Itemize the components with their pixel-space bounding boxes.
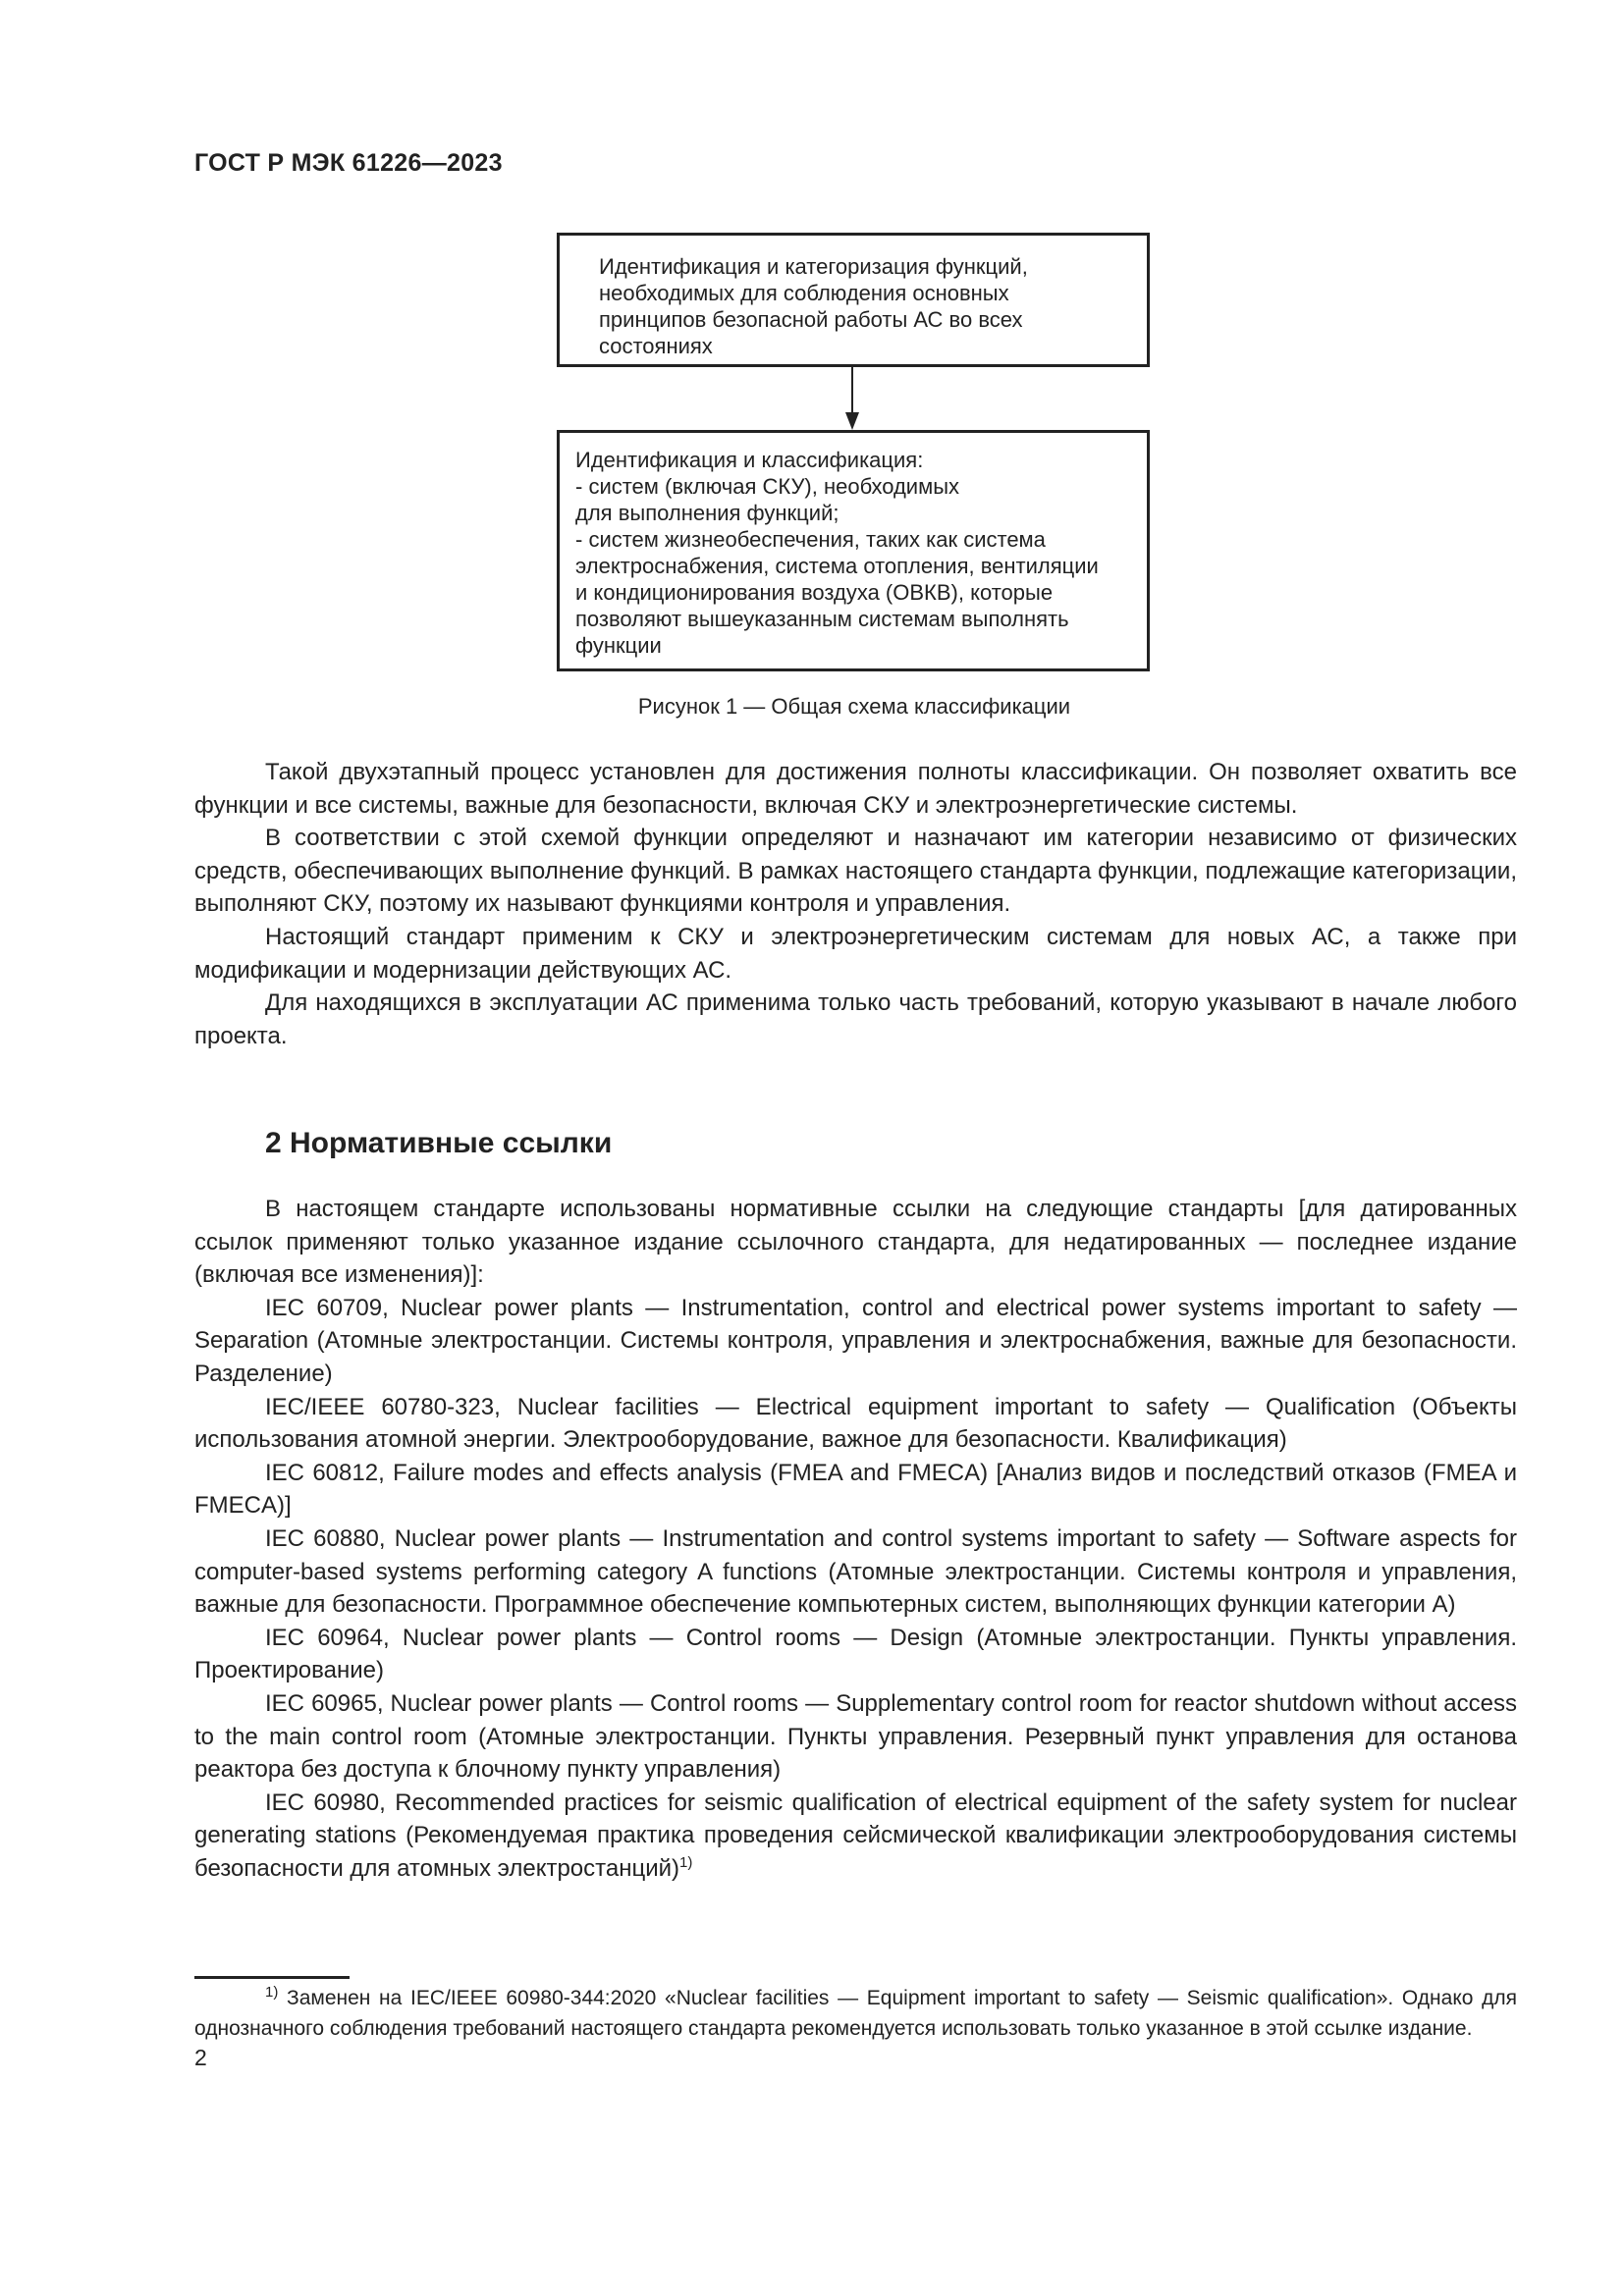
footnote	[194, 1983, 1517, 2044]
box-line: - систем (включая СКУ), необходимых	[575, 474, 960, 499]
reference-item: IEC 60812, Failure modes and effects analysis (FMEA and FMECA) [Анализ видов и последствий отказов (FMEA и FMECA)]	[194, 1459, 1517, 1520]
paragraph: Настоящий стандарт применим к СКУ и электроэнергетическим системам для новых АС, а также при модификации и модернизации действующих АС.	[194, 923, 1517, 984]
reference-item: IEC 60965, Nuclear power plants — Control rooms — Supplementary control room for reactor shutdown without access to the main control room (Атомные электростанции. Пункты управления. Резервный пункт управления для останова реактора без доступа к блочному пункту управления)	[194, 1689, 1517, 1784]
footnote-divider	[194, 1976, 350, 1979]
figure-caption: Рисунок 1 — Общая схема классификации	[637, 694, 1071, 719]
box-line: для выполнения функций;	[575, 501, 839, 525]
box-line: принципов безопасной работы АС во всех	[599, 307, 1023, 332]
page-number: 2	[194, 2045, 207, 2070]
box-line: необходимых для соблюдения основных	[599, 281, 1009, 305]
reference-item: IEC 60964, Nuclear power plants — Control rooms — Design (Атомные электростанции. Пункты управления. Проектирование)	[194, 1624, 1517, 1684]
section2-text	[194, 1193, 1517, 1885]
box-line: - систем жизнеобеспечения, таких как система	[575, 527, 1046, 552]
box-line: и кондиционирования воздуха (ОВКВ), которые	[575, 580, 1054, 605]
box-line: состояниях	[599, 334, 713, 358]
box-line: Идентификация и классификация:	[575, 448, 924, 472]
reference-item: IEC 60880, Nuclear power plants — Instrumentation and control systems important to safety — Software aspects for computer-based systems performing category A functions (Атомные электростанции. Системы контроля и управления, важные для безопасности. Программное обеспечение компьютерных систем, выполняющих функции категории А)	[194, 1524, 1517, 1619]
footnote-marker: 1)	[265, 1984, 279, 2001]
flow-arrow-line	[851, 367, 853, 414]
footnote-text: Заменен на IEC/IEEE 60980-344:2020 «Nuclear facilities — Equipment important to safety — Seismic qualification». Однако для однозначного соблюдения требований настоящего стандарта рекомендуется использовать только указанное в этой ссылке издание.	[194, 1987, 1517, 2040]
reference-item: IEC/IEEE 60780-323, Nuclear facilities — Electrical equipment important to safety — Qualification (Объекты использования атомной энергии. Электрооборудование, важное для безопасности. Квалификация)	[194, 1393, 1517, 1454]
reference-text: IEC 60980, Recommended practices for seismic qualification of electrical equipment of the safety system for nuclear generating stations (Рекомендуемая практика проведения сейсмической квалификации электрооборудования системы безопасности для атомных электростанций)	[194, 1789, 1517, 1882]
box-line: позволяют вышеуказанным системам выполнять	[575, 607, 1069, 631]
document-header: ГОСТ Р МЭК 61226—2023	[194, 149, 503, 177]
footnote-ref[interactable]: 1)	[679, 1853, 693, 1871]
reference-item	[194, 1787, 1517, 1886]
figure-box-classification	[557, 430, 1150, 671]
paragraph: Такой двухэтапный процесс установлен для достижения полноты классификации. Он позволяет охватить все функции и все системы, важные для безопасности, включая СКУ и электроэнергетические системы.	[194, 759, 1517, 819]
figure-box-categorization	[557, 233, 1150, 367]
section1-text	[194, 756, 1517, 1052]
arrow-down-icon	[845, 412, 859, 430]
section-heading: 2 Нормативные ссылки	[265, 1127, 613, 1159]
paragraph: Для находящихся в эксплуатации АС применима только часть требований, которую указывают в начале любого проекта.	[194, 989, 1517, 1049]
box-line: электроснабжения, система отопления, вентиляции	[575, 554, 1099, 578]
paragraph: В соответствии с этой схемой функции определяют и назначают им категории независимо от физических средств, обеспечивающих выполнение функций. В рамках настоящего стандарта функции, подлежащие категоризации, выполняют СКУ, поэтому их называют функциями контроля и управления.	[194, 825, 1517, 918]
box-line: функции	[575, 633, 662, 658]
reference-item: IEC 60709, Nuclear power plants — Instrumentation, control and electrical power systems important to safety — Separation (Атомные электростанции. Системы контроля, управления и электроснабжения, важные для безопасности. Разделение)	[194, 1294, 1517, 1387]
paragraph: В настоящем стандарте использованы нормативные ссылки на следующие стандарты [для датированных ссылок применяют только указанное издание ссылочного стандарта, для недатированных — последнее издание (включая все изменения)]:	[194, 1196, 1517, 1289]
box-line: Идентификация и категоризация функций,	[599, 254, 1028, 279]
